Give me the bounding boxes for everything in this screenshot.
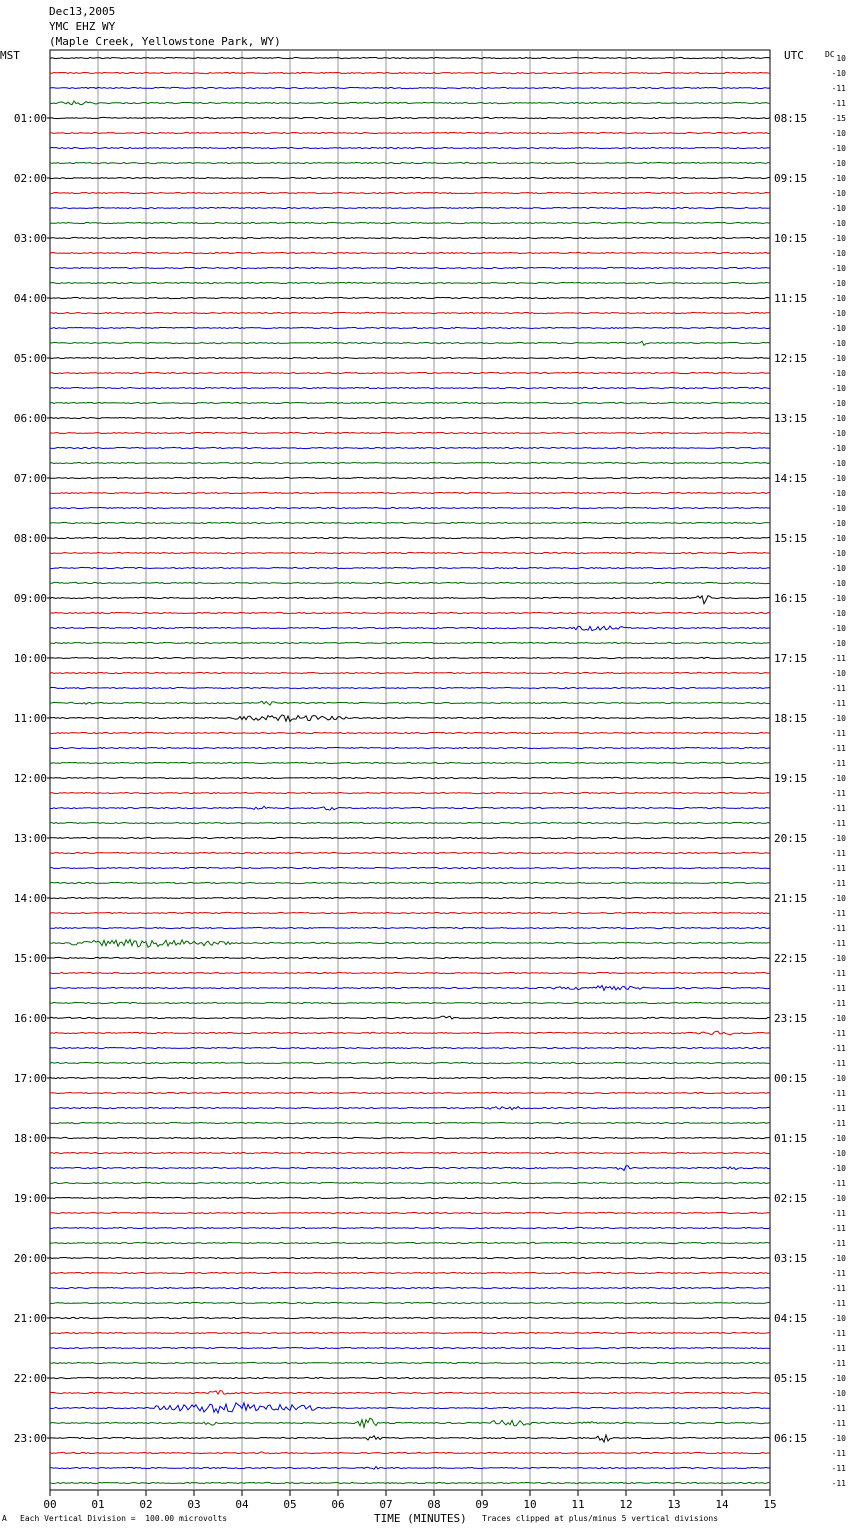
dc-offset-label: -11: [831, 699, 846, 708]
dc-offset-label: -11: [831, 1239, 846, 1248]
mst-hour-label: 18:00: [13, 1132, 47, 1145]
seismic-trace: [50, 372, 770, 373]
dc-offset-label: -11: [831, 1419, 846, 1428]
x-tick-label: 08: [427, 1498, 441, 1511]
clip-note: Traces clipped at plus/minus 5 vertical divisions: [482, 1514, 719, 1523]
dc-offset-label: -10: [831, 129, 846, 138]
dc-offset-label: -10: [831, 954, 846, 963]
dc-offset-label: -10: [831, 1254, 846, 1263]
seismic-trace: [50, 1467, 770, 1470]
dc-offset-label: -10: [831, 1194, 846, 1203]
station-location: (Maple Creek, Yellowstone Park, WY): [49, 35, 281, 48]
dc-offset-label: -10: [831, 159, 846, 168]
dc-offset-label: -11: [831, 744, 846, 753]
seismic-trace: [50, 642, 770, 643]
dc-offset-label: -11: [831, 924, 846, 933]
dc-offset-label: -10: [831, 294, 846, 303]
seismic-trace: [50, 402, 770, 403]
seismic-trace: [50, 267, 770, 268]
dc-offset-label: -10: [831, 834, 846, 843]
dc-offset-label: -10: [831, 444, 846, 453]
seismic-trace: [50, 192, 770, 193]
seismic-trace: [50, 177, 770, 178]
x-tick-label: 13: [667, 1498, 681, 1511]
seismic-trace: [50, 1435, 770, 1442]
seismic-trace: [50, 1047, 770, 1048]
seismic-trace: [50, 1418, 770, 1427]
utc-hour-label: 19:15: [774, 772, 808, 785]
utc-hour-label: 12:15: [774, 352, 808, 365]
dc-offset-label: -11: [831, 1209, 846, 1218]
dc-offset-label: -10: [831, 1164, 846, 1173]
seismic-trace: [50, 747, 770, 748]
x-tick-label: 12: [619, 1498, 633, 1511]
seismic-trace: [50, 1391, 770, 1395]
mst-axis-label: MST: [0, 49, 20, 62]
dc-offset-label: -10: [831, 564, 846, 573]
seismic-trace: [50, 222, 770, 223]
x-tick-label: 11: [571, 1498, 585, 1511]
seismic-trace: [50, 1077, 770, 1078]
dc-offset-label: -10: [831, 414, 846, 423]
dc-offset-label: -11: [831, 759, 846, 768]
mst-hour-label: 20:00: [13, 1252, 47, 1265]
seismic-trace: [50, 806, 770, 810]
dc-offset-label: -10: [831, 339, 846, 348]
seismic-trace: [50, 1452, 770, 1454]
seismic-trace: [50, 867, 770, 868]
seismic-trace: [50, 582, 770, 583]
dc-offset-label: -15: [831, 114, 846, 123]
seismic-trace: [50, 732, 770, 733]
mst-hour-label: 14:00: [13, 892, 47, 905]
x-tick-label: 09: [475, 1498, 489, 1511]
dc-offset-label: -11: [831, 684, 846, 693]
seismic-trace: [50, 522, 770, 523]
seismic-trace: [50, 57, 770, 58]
seismic-trace: [50, 837, 770, 838]
seismic-trace: [50, 986, 770, 991]
x-tick-label: 05: [283, 1498, 297, 1511]
dc-offset-label: -11: [831, 1464, 846, 1473]
dc-offset-label: -10: [831, 234, 846, 243]
x-tick-label: 10: [523, 1498, 537, 1511]
seismic-trace: [50, 432, 770, 433]
dc-header: DC: [825, 50, 835, 59]
seismic-trace: [50, 715, 770, 722]
dc-offset-label: 10: [836, 54, 846, 63]
dc-offset-label: -11: [831, 849, 846, 858]
seismic-trace: [50, 1257, 770, 1258]
mst-hour-label: 23:00: [13, 1432, 47, 1445]
seismic-trace: [50, 507, 770, 508]
dc-offset-label: -11: [831, 789, 846, 798]
seismic-trace: [50, 237, 770, 238]
dc-offset-label: -11: [831, 1299, 846, 1308]
seismic-trace: [50, 792, 770, 793]
mst-hour-label: 11:00: [13, 712, 47, 725]
seismic-trace: [50, 596, 770, 604]
seismic-trace: [50, 1272, 770, 1273]
utc-hour-label: 05:15: [774, 1372, 808, 1385]
dc-offset-label: -11: [831, 1329, 846, 1338]
x-tick-label: 06: [331, 1498, 345, 1511]
seismic-trace: [50, 537, 770, 538]
dc-offset-label: -10: [831, 369, 846, 378]
seismic-trace: [50, 357, 770, 358]
seismic-trace: [50, 341, 770, 345]
mst-hour-label: 04:00: [13, 292, 47, 305]
dc-offset-label: -10: [831, 894, 846, 903]
dc-offset-label: -11: [831, 1284, 846, 1293]
utc-hour-label: 06:15: [774, 1432, 808, 1445]
seismic-trace: [50, 1182, 770, 1183]
dc-offset-label: -10: [831, 669, 846, 678]
utc-hour-label: 18:15: [774, 712, 808, 725]
mst-hour-label: 05:00: [13, 352, 47, 365]
dc-offset-label: -10: [831, 384, 846, 393]
dc-offset-label: -10: [831, 1374, 846, 1383]
utc-hour-label: 01:15: [774, 1132, 808, 1145]
seismic-trace: [50, 1302, 770, 1303]
mst-hour-label: 17:00: [13, 1072, 47, 1085]
mst-hour-label: 08:00: [13, 532, 47, 545]
seismic-trace: [50, 1166, 770, 1171]
mst-hour-label: 03:00: [13, 232, 47, 245]
dc-offset-label: -10: [831, 1074, 846, 1083]
seismic-trace: [50, 117, 770, 118]
seismic-trace: [50, 297, 770, 298]
dc-offset-label: -11: [831, 969, 846, 978]
dc-offset-label: -10: [831, 279, 846, 288]
dc-offset-label: -11: [831, 1059, 846, 1068]
dc-offset-label: -10: [831, 429, 846, 438]
dc-offset-label: -10: [831, 1434, 846, 1443]
x-axis-title: TIME (MINUTES): [374, 1512, 467, 1525]
seismic-trace: [50, 882, 770, 883]
seismic-trace: [50, 940, 770, 948]
dc-offset-label: -10: [831, 639, 846, 648]
dc-offset-label: -11: [831, 729, 846, 738]
seismic-trace: [50, 777, 770, 778]
seismic-trace: [50, 912, 770, 913]
utc-hour-label: 23:15: [774, 1012, 808, 1025]
dc-offset-label: -10: [831, 1134, 846, 1143]
dc-offset-label: -10: [831, 264, 846, 273]
dc-offset-label: -11: [831, 1449, 846, 1458]
seismic-trace: [50, 1227, 770, 1228]
utc-hour-label: 00:15: [774, 1072, 808, 1085]
seismic-trace: [50, 957, 770, 958]
dc-offset-label: -10: [831, 1149, 846, 1158]
dc-offset-label: -11: [831, 804, 846, 813]
dc-offset-label: -10: [831, 354, 846, 363]
seismic-trace: [50, 1287, 770, 1288]
seismic-trace: [50, 897, 770, 898]
utc-hour-label: 11:15: [774, 292, 808, 305]
dc-offset-label: -11: [831, 864, 846, 873]
utc-hour-label: 22:15: [774, 952, 808, 965]
seismic-trace: [50, 87, 770, 88]
dc-offset-label: -10: [831, 474, 846, 483]
dc-offset-label: -10: [831, 519, 846, 528]
dc-offset-label: -10: [831, 579, 846, 588]
seismic-trace: [50, 822, 770, 823]
x-tick-label: 02: [139, 1498, 153, 1511]
seismic-trace: [50, 387, 770, 388]
seismic-trace: [50, 927, 770, 928]
dc-offset-label: -11: [831, 1044, 846, 1053]
dc-offset-label: -10: [831, 504, 846, 513]
plot-frame: [50, 50, 770, 1490]
mst-hour-label: 10:00: [13, 652, 47, 665]
seismic-trace: [50, 282, 770, 283]
x-tick-label: 14: [715, 1498, 729, 1511]
utc-hour-label: 10:15: [774, 232, 808, 245]
dc-offset-label: -11: [831, 1344, 846, 1353]
seismic-trace: [50, 626, 770, 631]
seismic-trace: [50, 1137, 770, 1138]
seismic-trace: [50, 1403, 770, 1413]
dc-offset-label: -10: [831, 534, 846, 543]
mst-hour-label: 09:00: [13, 592, 47, 605]
seismic-trace: [50, 1107, 770, 1110]
seismic-trace: [50, 207, 770, 208]
utc-axis-label: UTC: [784, 49, 804, 62]
dc-offset-label: -11: [831, 1359, 846, 1368]
seismic-trace: [50, 1062, 770, 1063]
seismic-trace: [50, 1362, 770, 1363]
dc-offset-label: -11: [831, 939, 846, 948]
seismic-trace: [50, 552, 770, 553]
dc-offset-label: -10: [831, 714, 846, 723]
seismic-trace: [50, 701, 770, 705]
x-tick-label: 00: [43, 1498, 57, 1511]
seismic-trace: [50, 612, 770, 613]
dc-offset-label: -11: [831, 879, 846, 888]
seismic-trace: [50, 1092, 770, 1093]
utc-hour-label: 03:15: [774, 1252, 808, 1265]
dc-offset-label: -10: [831, 1389, 846, 1398]
utc-hour-label: 02:15: [774, 1192, 808, 1205]
seismic-trace: [50, 1031, 770, 1035]
utc-hour-label: 16:15: [774, 592, 808, 605]
seismic-trace: [50, 567, 770, 568]
seismic-trace: [50, 72, 770, 73]
seismic-trace: [50, 1377, 770, 1378]
seismic-trace: [50, 972, 770, 973]
seismic-trace: [50, 492, 770, 493]
mst-hour-label: 22:00: [13, 1372, 47, 1385]
dc-offset-label: -10: [831, 399, 846, 408]
mst-hour-label: 07:00: [13, 472, 47, 485]
utc-hour-label: 08:15: [774, 112, 808, 125]
mst-hour-label: 01:00: [13, 112, 47, 125]
seismic-trace: [50, 1002, 770, 1003]
seismic-trace: [50, 1332, 770, 1333]
dc-offset-label: -11: [831, 1224, 846, 1233]
mst-hour-label: 13:00: [13, 832, 47, 845]
mst-hour-label: 16:00: [13, 1012, 47, 1025]
x-tick-label: 01: [91, 1498, 105, 1511]
mst-hour-label: 19:00: [13, 1192, 47, 1205]
dc-offset-label: -11: [831, 984, 846, 993]
seismic-trace: [50, 1016, 770, 1019]
dc-offset-label: -10: [831, 309, 846, 318]
mst-hour-label: 06:00: [13, 412, 47, 425]
dc-offset-label: -11: [831, 1479, 846, 1488]
dc-offset-label: -10: [831, 189, 846, 198]
x-tick-label: 07: [379, 1498, 393, 1511]
utc-hour-label: 21:15: [774, 892, 808, 905]
dc-offset-label: -11: [831, 1089, 846, 1098]
seismic-trace: [50, 1197, 770, 1198]
seismic-trace: [50, 1317, 770, 1318]
mst-hour-label: 12:00: [13, 772, 47, 785]
dc-offset-label: -10: [831, 489, 846, 498]
seismic-trace: [50, 147, 770, 148]
x-tick-label: 15: [763, 1498, 777, 1511]
x-tick-label: 04: [235, 1498, 249, 1511]
helicorder-date: Dec13,2005: [49, 5, 116, 18]
seismic-trace: [50, 1347, 770, 1348]
seismic-trace: [50, 477, 770, 478]
dc-offset-label: -10: [831, 69, 846, 78]
seismic-trace: [50, 1242, 770, 1243]
dc-offset-label: -11: [831, 99, 846, 108]
dc-offset-label: -11: [831, 1179, 846, 1188]
dc-offset-label: -10: [831, 594, 846, 603]
dc-offset-label: -10: [831, 204, 846, 213]
seismic-trace: [50, 687, 770, 688]
scale-mark: A: [2, 1514, 7, 1523]
dc-offset-label: -11: [831, 84, 846, 93]
utc-hour-label: 04:15: [774, 1312, 808, 1325]
dc-offset-label: -10: [831, 774, 846, 783]
dc-offset-label: -11: [831, 819, 846, 828]
utc-hour-label: 15:15: [774, 532, 808, 545]
mst-hour-label: 02:00: [13, 172, 47, 185]
seismic-trace: [50, 252, 770, 253]
dc-offset-label: -11: [831, 909, 846, 918]
seismic-trace: [50, 1212, 770, 1213]
seismic-trace: [50, 132, 770, 133]
seismic-trace: [50, 417, 770, 418]
seismic-trace: [50, 101, 770, 105]
dc-offset-label: -10: [831, 249, 846, 258]
utc-hour-label: 09:15: [774, 172, 808, 185]
dc-offset-label: -10: [831, 324, 846, 333]
dc-offset-label: -10: [831, 624, 846, 633]
dc-offset-label: -10: [831, 1014, 846, 1023]
dc-offset-label: -11: [831, 1119, 846, 1128]
dc-offset-label: -11: [831, 999, 846, 1008]
station-code: YMC EHZ WY: [49, 20, 116, 33]
dc-offset-label: -11: [831, 654, 846, 663]
seismic-trace: [50, 312, 770, 313]
x-tick-label: 03: [187, 1498, 201, 1511]
utc-hour-label: 14:15: [774, 472, 808, 485]
dc-offset-label: -11: [831, 1269, 846, 1278]
seismic-trace: [50, 1482, 770, 1483]
dc-offset-label: -11: [831, 1029, 846, 1038]
dc-offset-label: -10: [831, 609, 846, 618]
seismic-trace: [50, 852, 770, 853]
dc-offset-label: -11: [831, 1404, 846, 1413]
seismic-trace: [50, 327, 770, 328]
utc-hour-label: 17:15: [774, 652, 808, 665]
seismic-trace: [50, 447, 770, 448]
seismic-trace: [50, 162, 770, 163]
dc-offset-label: -10: [831, 219, 846, 228]
seismic-trace: [50, 672, 770, 673]
vertical-division-note: Each Vertical Division = 100.00 microvolts: [20, 1514, 228, 1523]
seismic-trace: [50, 1122, 770, 1123]
seismic-trace: [50, 657, 770, 658]
mst-hour-label: 15:00: [13, 952, 47, 965]
dc-offset-label: -10: [831, 144, 846, 153]
utc-hour-label: 20:15: [774, 832, 808, 845]
dc-offset-label: -10: [831, 549, 846, 558]
dc-offset-label: -11: [831, 1104, 846, 1113]
dc-offset-label: -10: [831, 1314, 846, 1323]
seismic-trace: [50, 762, 770, 763]
mst-hour-label: 21:00: [13, 1312, 47, 1325]
seismic-trace: [50, 1152, 770, 1153]
dc-offset-label: -10: [831, 459, 846, 468]
seismic-trace: [50, 462, 770, 463]
dc-offset-label: -10: [831, 174, 846, 183]
utc-hour-label: 13:15: [774, 412, 808, 425]
